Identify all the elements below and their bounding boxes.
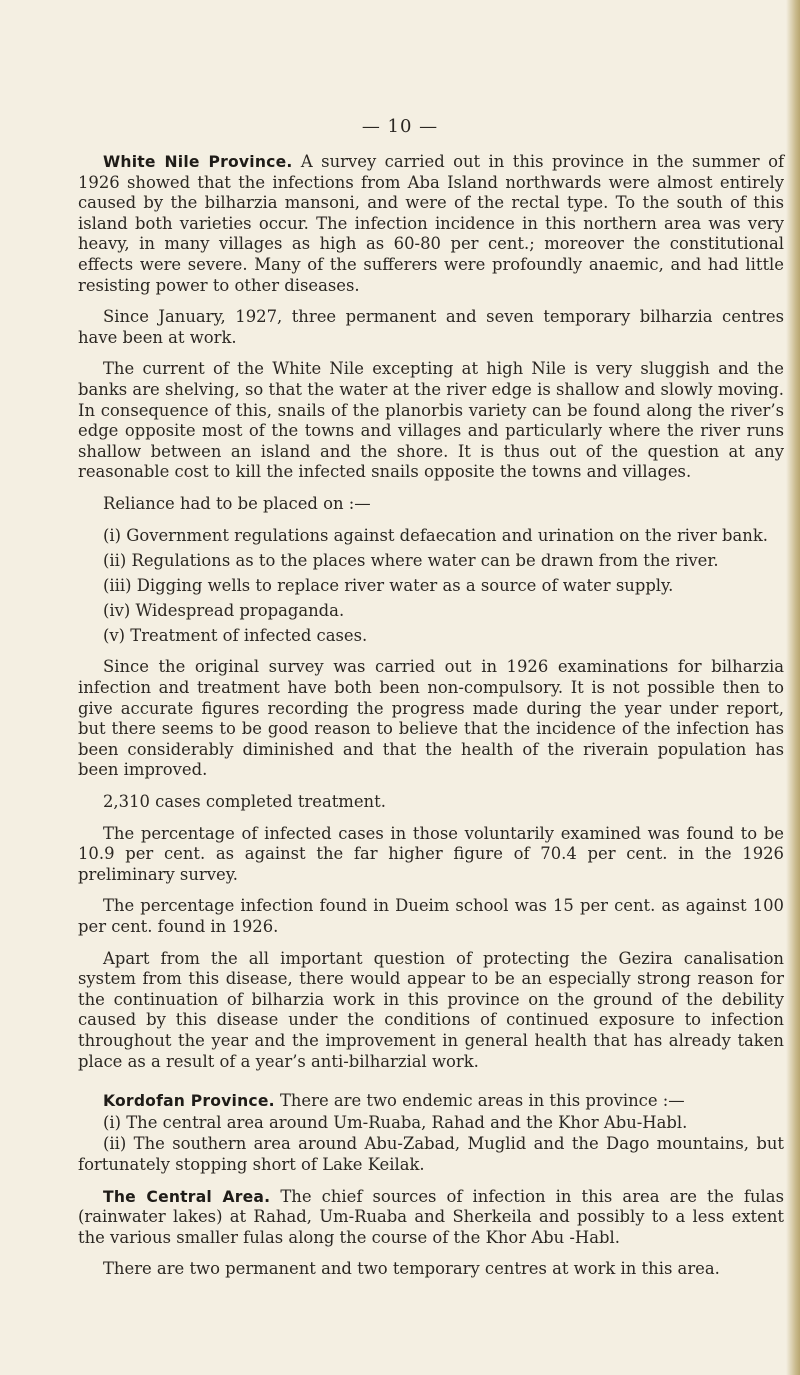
paragraph: There are two permanent and two temporary centres at work in this area. <box>103 1259 720 1279</box>
list-item: (i) The central area around Um-Ruaba, Rahad and the Khor Abu-Habl. <box>103 1112 688 1132</box>
section-heading-white-nile: White Nile Province. <box>103 153 293 171</box>
section-heading-kordofan: Kordofan Province. <box>103 1092 275 1111</box>
page-number: — 10 — <box>361 116 439 137</box>
paragraph: Reliance had to be placed on :— <box>103 493 371 513</box>
list-item: (ii) Regulations as to the places where water can be drawn from the river. <box>103 550 719 570</box>
section-white-nile-intro <box>78 152 784 296</box>
list-item: (iv) Widespread propaganda. <box>103 600 345 620</box>
paragraph: Since January, 1927, three permanent and seven temporary bilharzia centres have been at work. <box>78 307 784 347</box>
body-text <box>78 152 784 1291</box>
paragraph: A survey carried out in this province in the summer of 1926 showed that the infections from Aba Island northwards were almost entirely caused by the bilharzia mansoni, and were of the rectal type. To the south of this island both varieties occur. The infection incidence in this northern area was very heavy, in many villages as high as 60-80 per cent.; moreover the constitutional effects were severe. Many of the sufferers were profoundly anaemic, and had little resisting power to other diseases. <box>78 152 785 295</box>
list-item: (ii) The southern area around Abu-Zabad, Muglid and the Dago mountains, but fortunately stopping short of Lake Keilak. <box>78 1134 784 1174</box>
paragraph: The percentage infection found in Dueim school was 15 per cent. as against 100 per cent. found in 1926. <box>78 896 784 936</box>
paragraph: Apart from the all important question of protecting the Gezira canalisation system from this disease, there would appear to be an especially strong reason for the continuation of bilharzia work in this province on the ground of the debility caused by this disease under the conditions of continued exposure to infection throughout the year and the improvement in general health that has already taken place as a result of a year’s anti-bilharzial work. <box>78 948 784 1071</box>
page-edge-shading <box>786 0 800 1375</box>
section-heading-central-area: The Central Area. <box>103 1187 271 1206</box>
section-kordofan-intro <box>78 1091 784 1112</box>
paragraph: Since the original survey was carried out in 1926 examinations for bilharzia infection and treatment have both been non-compulsory. It is not possible then to give accurate figures recording the progress made during the year under report, but there seems to be good reason to believe that the incidence of the infection has been considerably diminished and that the health of the riverain population has been improved. <box>78 657 784 780</box>
list-item: (v) Treatment of infected cases. <box>103 625 368 645</box>
list-item: (i) Government regulations against defaecation and urination on the river bank. <box>103 525 768 545</box>
paragraph: 2,310 cases completed treatment. <box>103 792 386 812</box>
section-central-area-intro <box>78 1187 784 1249</box>
paragraph: There are two endemic areas in this province :— <box>279 1091 685 1111</box>
paragraph: The chief sources of infection in this area are the fulas (rainwater lakes) at Rahad, Um-Ruaba and Sherkeila and possibly to a less extent the various smaller fulas along the course of the Khor Abu -Habl. <box>78 1186 784 1247</box>
paragraph: The current of the White Nile excepting at high Nile is very sluggish and the banks are shelving, so that the water at the river edge is shallow and slowly moving. In consequence of this, snails of the planorbis variety can be found along the river’s edge opposite most of the towns and villages and particularly where the river runs shallow between an island and the shore. It is thus out of the question at any reasonable cost to kill the infected snails opposite the towns and villages. <box>78 359 784 482</box>
paragraph: The percentage of infected cases in those voluntarily examined was found to be 10.9 per cent. as against the far higher figure of 70.4 per cent. in the 1926 preliminary survey. <box>78 823 784 884</box>
list-item: (iii) Digging wells to replace river water as a source of water supply. <box>103 575 674 595</box>
